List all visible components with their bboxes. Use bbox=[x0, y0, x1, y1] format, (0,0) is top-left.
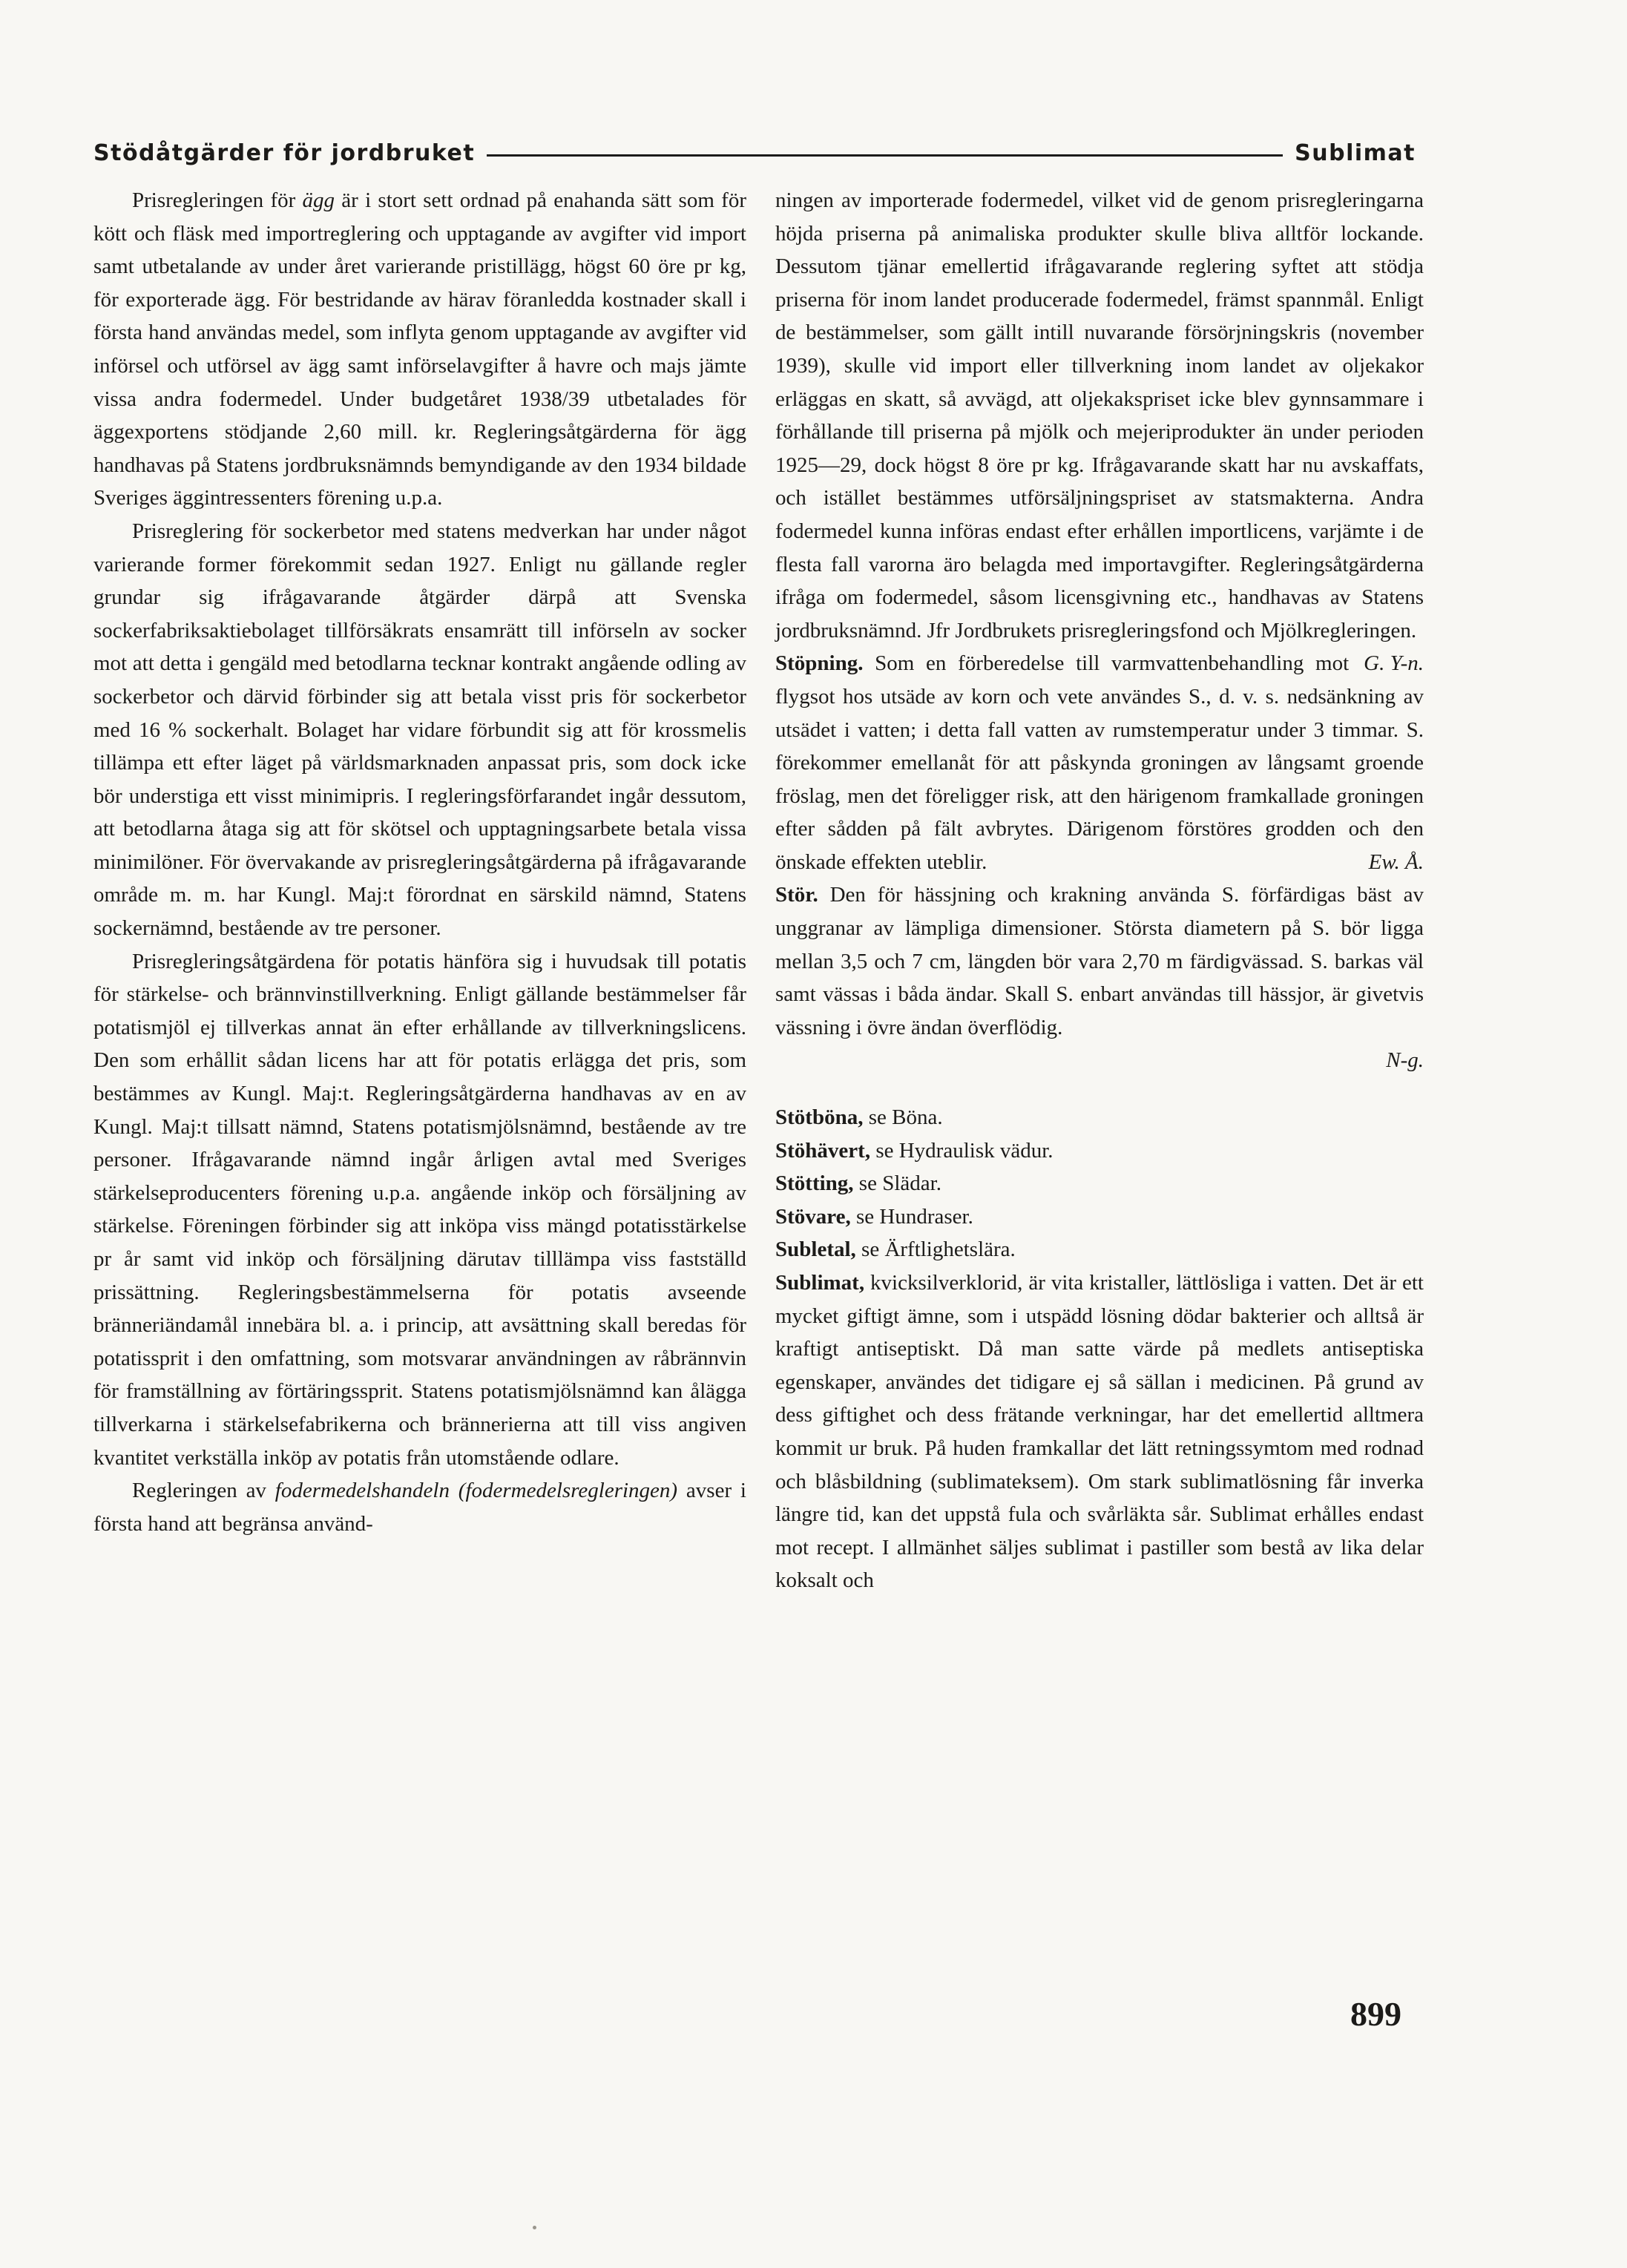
running-header bbox=[93, 132, 1416, 174]
headword: Stöhävert, bbox=[775, 1138, 871, 1163]
headword: Stöpning. bbox=[775, 651, 864, 676]
paragraph-agg: Prisregleringen för ägg är i stort sett ordnad på enahanda sätt som för kött och fläsk med importreglering och upptagande av avgifter vid import samt utbetalande av under året varierande pristillägg, högst 60 öre pr kg, för exporterade ägg. För bestridande av härav föranledda kostnader skall i första hand användas medel, som inflyta genom upptagande av avgifter vid införsel och utförsel av ägg samt införselavgifter å havre och majs jämte vissa andra fodermedel. Under budgetåret 1938/39 utbetalades för äggexportens stödjande 2,60 mill. kr. Regleringsåtgärderna för ägg handhavas på Statens jordbruksnämnds bemyndigande av den 1934 bildade Sveriges äggintressenters förening u.p.a. bbox=[93, 188, 746, 510]
header-left-title: Stödåtgärder för jordbruket bbox=[93, 139, 476, 166]
entry-stor: Stör. Den för hässjning och krakning använda S. förfärdigas bäst av unggranar av lämpliga dimensioner. Största diametern på S. bör ligga mellan 3,5 och 7 cm, längden bör vara 2,70 m färdigvässad. S. barkas väl samt vässas i båda ändar. Skall S. enbart användas till hässjor, är givetvis vässning i övre ändan överflödig. bbox=[775, 883, 1424, 1039]
headword: Subletal, bbox=[775, 1237, 856, 1262]
signature: N-g. bbox=[1386, 1048, 1424, 1073]
header-rule bbox=[487, 154, 1283, 157]
paper-speck bbox=[533, 2226, 536, 2229]
headword: Stövare, bbox=[775, 1204, 851, 1229]
page-number: 899 bbox=[1350, 1995, 1401, 2033]
entry-subletal: Subletal, se Ärftlighetslära. bbox=[775, 1237, 1016, 1262]
entry-stopning: Stöpning. Som en förberedelse till varmvattenbehandling mot flygsot hos utsäde av korn och vete användes S., d. v. s. nedsänkning av utsädet i vatten; i detta fall vatten av rumstemperatur under 3 timmar. S. förekommer emellanåt för att påskynda groningen av långsamt groende fröslag, men det föreligger risk, att den härigenom framkallade groningen efter sådden på fält avbrytes. Därigenom förstöres grodden och den önskade effekten uteblir. Ew. Å. bbox=[775, 647, 1424, 878]
paragraph-sockerbetor: Prisreglering för sockerbetor med statens medverkan har under något varierande former förekommit sedan 1927. Enligt nu gällande regler grundar sig ifrågavarande åtgärder därpå att Svenska sockerfabriksaktiebolaget tillförsäkrats ensamrätt till införseln av socker mot att detta i gengäld med betodlarna tecknar kontrakt angående odling av sockerbetor och därvid förbinder sig att betala visst pris för sockerbetor med 16 % sockerhalt. Bolaget har vidare förbundit sig att för krossmelis tillämpa ett efter läget på världsmarknaden anpassat pris, som dock icke bör understiga ett visst minimipris. I regleringsförfarandet ingår dessutom, att betodlarna åtaga sig att för skötsel och upptagningsarbete betala vissa minimilöner. För övervakande av prisregleringsåtgärderna på ifrågavarande område m. m. har Kungl. Maj:t förordnat en särskild nämnd, Statens sockernämnd, bestående av tre personer. bbox=[93, 519, 746, 941]
entry-stotbona: Stötböna, se Böna. bbox=[775, 1105, 943, 1130]
headword: Sublimat, bbox=[775, 1271, 865, 1295]
signature: Ew. Å. bbox=[1368, 849, 1424, 874]
entry-sublimat: Sublimat, kvicksilverklorid, är vita kristaller, lättlösliga i vatten. Det är ett mycket giftigt ämne, som i utspädd lösning dödar bakterier och alltså är kraftigt antiseptiskt. Då man satte värde på medlets antiseptiska egenskaper, användes det tidigare ej så sällan i medicinen. På grund av dess giftighet och dess frätande verkningar, har det emellertid alltmera kommit ur bruk. På huden framkallar det lätt retningssymtom med rodnad och blåsbildning (sublimateksem). Om stark sublimatlösning får inverka längre tid, kan det uppstå fula och svårläkta sår. Sublimat erhålles endast mot recept. I allmänhet säljes sublimat i pastiller som bestå av lika delar koksalt och bbox=[775, 1271, 1424, 1593]
header-right-title: Sublimat bbox=[1295, 139, 1416, 166]
entry-stotting: Stötting, se Slädar. bbox=[775, 1171, 941, 1196]
paragraph-fodermedel: Regleringen av fodermedelshandeln (fodermedelsregleringen) avser i första hand att begränsa använd- bbox=[93, 1479, 746, 1536]
right-column bbox=[775, 184, 1424, 1597]
entry-stohavert: Stöhävert, se Hydraulisk vädur. bbox=[775, 1138, 1054, 1163]
headword: Stötting, bbox=[775, 1171, 854, 1196]
signature: G. Y-n. bbox=[1364, 651, 1424, 676]
headword: Stör. bbox=[775, 883, 818, 907]
left-column bbox=[93, 184, 746, 1540]
paragraph-potatis: Prisregleringsåtgärdena för potatis hänföra sig i huvudsak till potatis för stärkelse- och brännvinstillverkning. Enligt gällande bestämmelser får potatismjöl ej tillverkas annat än efter erhållande av tillverkningslicens. Den som erhållit sådan licens har att för potatis erlägga det pris, som bestämmes av Kungl. Maj:t. Regleringsåtgärderna handhavas av en av Kungl. Maj:t tillsatt nämnd, Statens potatismjölsnämnd, bestående av tre personer. Ifrågavarande nämnd ingår årligen avtal med Sveriges stärkelseproducenters förening u.p.a. angående inköp och försäljning av stärkelse. Föreningen förbinder sig att inköpa viss mängd potatisstärkelse pr år samt vid inköp och försäljning därutav tilllämpa viss fastställd prissättning. Regleringsbestämmelserna för potatis avseende bränneriändamål innebära bl. a. i princip, att avsättning skall beredas för potatissprit i den omfattning, som motsvarar användningen av råbrännvin för framställning av förtäringssprit. Statens potatismjölsnämnd kan ålägga tillverkarna i stärkelsefabrikerna och brännerierna att till viss angiven kvantitet verkställa inköp av potatis från utomstående odlare. bbox=[93, 949, 746, 1470]
entry-stovare: Stövare, se Hundraser. bbox=[775, 1204, 973, 1229]
paragraph-fodermedel-continued: ningen av importerade fodermedel, vilket vid de genom prisregleringarna höjda priserna på animaliska produkter skulle bliva alltför lockande. Dessutom tjänar emellertid ifrågavarande reglering syftet att stödja priserna för inom landet producerade fodermedel, främst spannmål. Enligt de bestämmelser, som gällt intill nuvarande försörjningskris (november 1939), skulle vid import eller tillverkning inom landet av oljekakor erläggas en skatt, så avvägd, att oljekakspriset icke blev gynnsammare i förhållande till priserna på mjölk och mejeriprodukter än under perioden 1925—29, dock högst 8 öre pr kg. Ifrågavarande skatt har nu avskaffats, och istället bestämmes utförsäljningspriset av statsmakterna. Andra fodermedel kunna införas endast efter erhållen importlicens, varjämte i de flesta fall varorna äro belagda med importavgifter. Regleringsåtgärderna ifråga om fodermedel, såsom licensgivning etc., handhavas av Statens jordbruksnämnd. Jfr Jordbrukets prisregleringsfond och Mjölkregleringen. G. Y-n. bbox=[775, 184, 1424, 647]
headword: Stötböna, bbox=[775, 1105, 864, 1130]
